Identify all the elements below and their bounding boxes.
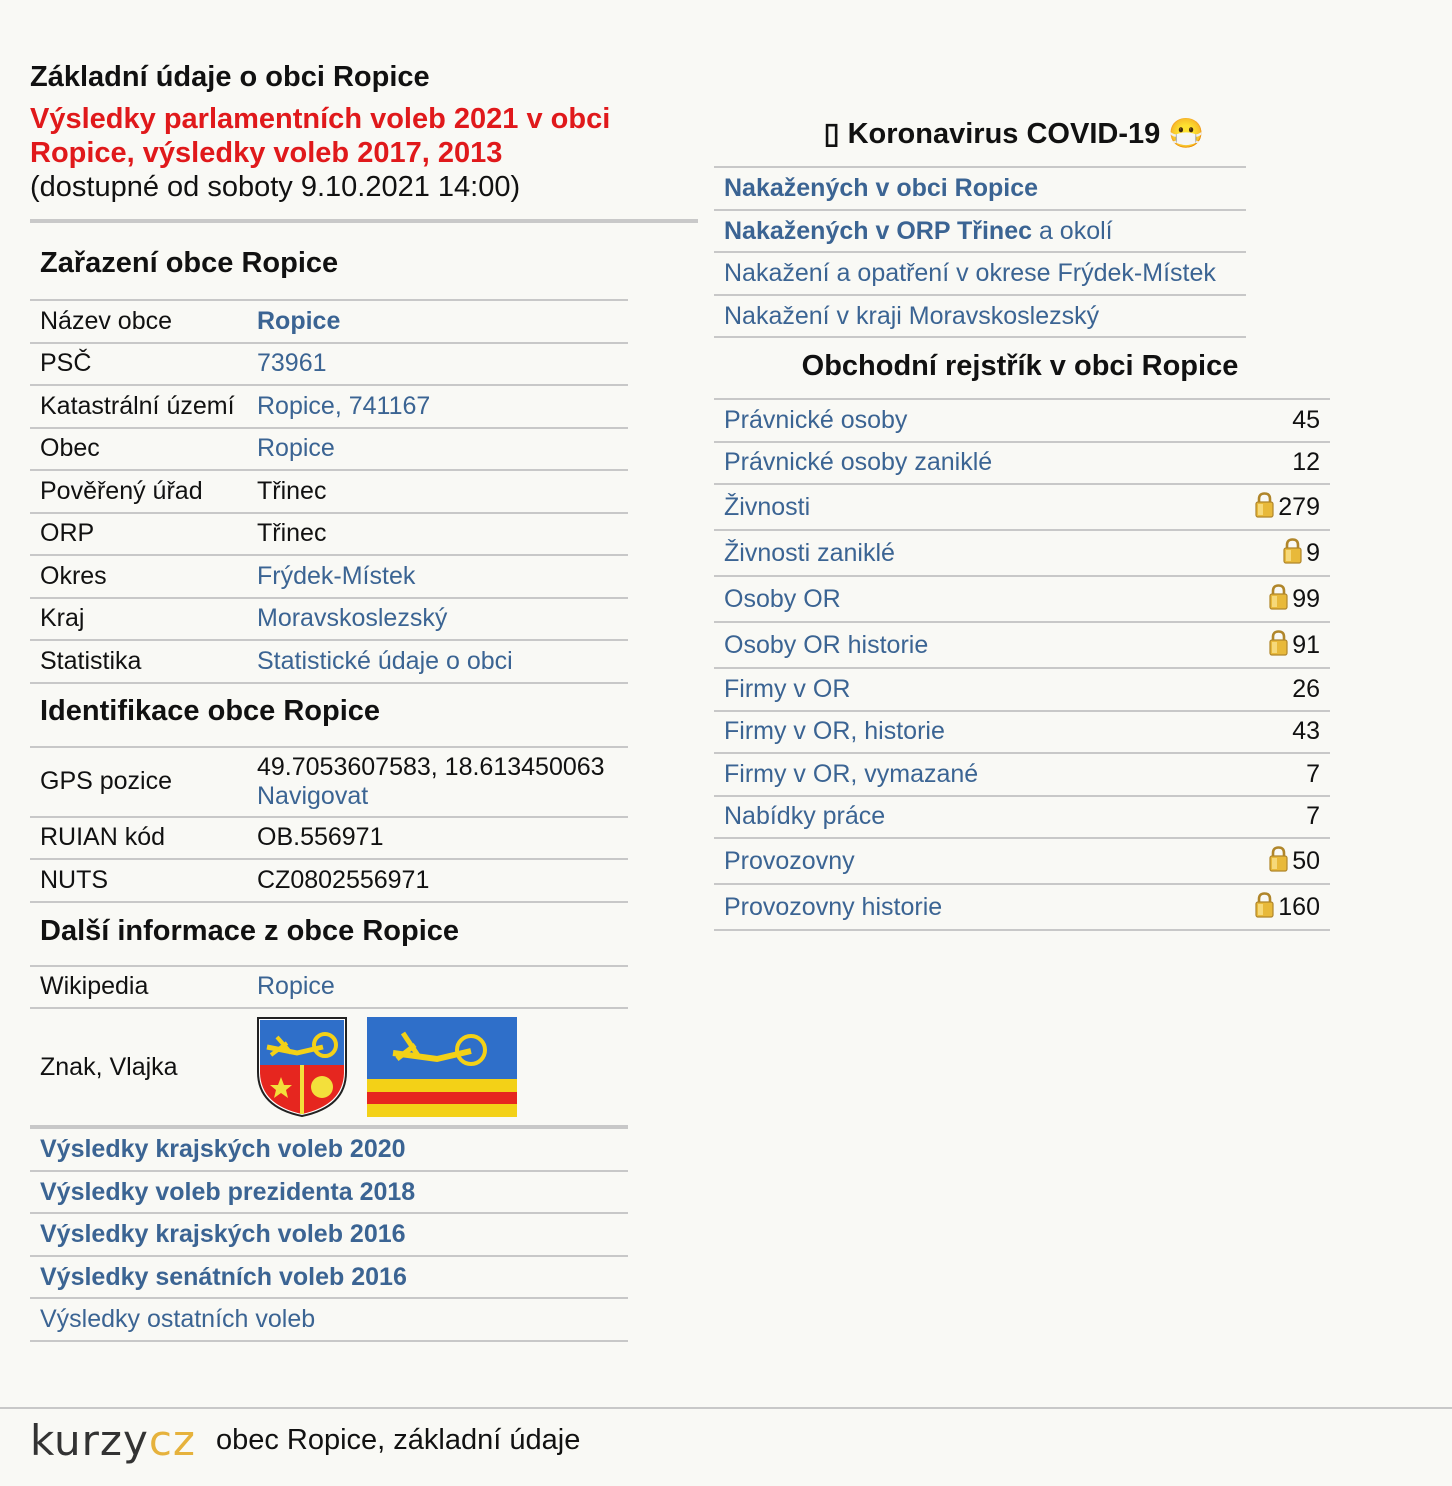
nuts-value: CZ0802556971 [247,859,628,902]
registry-count-cell [1190,884,1330,930]
registry-count-cell [1190,484,1330,530]
footer-divider [0,1407,1452,1409]
row-value-link[interactable]: Moravskoslezský [247,598,628,641]
election-results-label: Výsledky krajských voleb 2016 [40,1220,406,1248]
registry-count-cell [1190,796,1330,839]
row-label: Pověřený úřad [30,470,247,513]
row-label: Okres [30,555,247,598]
covid-link-obec-label: Nakažených v obci Ropice [724,174,1039,202]
registry-count-cell [1190,622,1330,668]
registry-count: 91 [1292,631,1320,659]
registry-count: 279 [1278,493,1320,521]
covid-link-orp-label: Nakažených v ORP Třinec [724,216,1033,245]
registry-count: 7 [1306,759,1320,788]
registry-link[interactable]: Nabídky práce [714,796,1190,839]
registry-count: 99 [1292,585,1320,613]
table-row [30,428,628,471]
table-row [30,966,628,1009]
logo-part-kurzy: kurzy [30,1415,149,1465]
row-value: Třinec [247,470,628,513]
row-label: Statistika [30,640,247,683]
election-results-link[interactable] [30,1127,628,1172]
footer-text: obec Ropice, základní údaje [215,1423,581,1456]
covid-title: ▯ Koronavirus COVID-19 😷 [823,118,1205,150]
registry-count-cell [1190,668,1330,711]
registry-link[interactable]: Provozovny historie [714,884,1190,930]
table-row [30,1008,628,1126]
row-value-link[interactable]: Ropice, 741167 [247,385,628,428]
row-value-link[interactable]: Statistické údaje o obci [247,640,628,683]
dalsi-table [30,965,628,1128]
row-label: Název obce [30,300,247,343]
election-results-link[interactable] [30,1257,628,1300]
covid-link-obec[interactable] [714,168,1246,211]
lock-icon [1255,892,1274,918]
registry-link[interactable]: Právnické osoby zaniklé [714,442,1190,485]
table-row [30,470,628,513]
left-column [30,58,698,1342]
dalsi-title: Další informace z obce Ropice [40,914,460,947]
nuts-label: NUTS [30,859,247,902]
obchodni-table [714,398,1330,931]
page-title: Základní údaje o obci Ropice [30,61,430,93]
ruian-label: RUIAN kód [30,817,247,860]
row-label: Kraj [30,598,247,641]
coat-of-arms-image[interactable] [257,1017,347,1117]
registry-link[interactable]: Provozovny [714,838,1190,884]
row-value-link[interactable]: Ropice [247,300,628,343]
wiki-label: Wikipedia [30,966,247,1009]
registry-link[interactable]: Osoby OR [714,576,1190,622]
ruian-value: OB.556971 [247,817,628,860]
row-label: PSČ [30,343,247,386]
registry-count-cell [1190,399,1330,442]
registry-count: 9 [1306,539,1320,567]
table-row [30,555,628,598]
election-results-link[interactable] [30,1172,628,1215]
registry-count-cell [1190,711,1330,754]
registry-row [714,838,1330,884]
identifikace-title: Identifikace obce Ropice [40,694,381,727]
registry-count: 7 [1306,802,1320,831]
covid-link-orp[interactable] [714,211,1246,254]
registry-row [714,753,1330,796]
registry-row [714,530,1330,576]
gps-value: 49.7053607583, 18.613450063 [257,752,605,781]
zarazeni-table [30,299,628,684]
table-row [30,640,628,683]
kurzy-logo[interactable] [30,1416,196,1465]
covid-link-kraj[interactable] [714,296,1246,339]
right-column [714,100,1330,931]
elections-availability: (dostupné od soboty 9.10.2021 14:00) [30,171,521,203]
symbols-cell [247,1008,628,1126]
registry-link[interactable]: Živnosti [714,484,1190,530]
registry-link[interactable]: Firmy v OR, historie [714,711,1190,754]
lock-icon [1269,630,1288,656]
election-results-link[interactable] [30,1299,628,1342]
row-value: Třinec [247,513,628,556]
covid-link-okres[interactable] [714,253,1246,296]
registry-count: 50 [1292,847,1320,875]
obchodni-title: Obchodní rejstřík v obci Ropice [801,350,1239,382]
election-results-label: Výsledky senátních voleb 2016 [40,1262,407,1291]
registry-count: 45 [1292,405,1320,434]
covid-link-orp-rest: a okolí [1032,216,1113,245]
covid-links [714,166,1246,338]
table-row [30,747,628,817]
table-row [30,817,628,860]
registry-count: 43 [1292,717,1320,746]
table-row [30,859,628,902]
lock-icon [1283,538,1302,564]
registry-link[interactable]: Firmy v OR, vymazané [714,753,1190,796]
registry-count: 26 [1292,674,1320,703]
row-value-link[interactable]: 73961 [247,343,628,386]
registry-link[interactable]: Osoby OR historie [714,622,1190,668]
registry-count: 160 [1278,893,1320,921]
gps-cell [247,747,628,817]
flag-image[interactable] [367,1017,517,1117]
elections-link[interactable]: Výsledky parlamentních voleb 2021 v obci Ropice, výsledky voleb 2017, 2013 [30,103,611,169]
registry-row [714,484,1330,530]
registry-row [714,711,1330,754]
registry-count-cell [1190,753,1330,796]
registry-count-cell [1190,576,1330,622]
registry-link[interactable]: Živnosti zaniklé [714,530,1190,576]
wiki-link[interactable]: Ropice [247,966,628,1009]
election-results-label: Výsledky krajských voleb 2020 [40,1135,406,1163]
row-label: ORP [30,513,247,556]
registry-count-cell [1190,530,1330,576]
registry-row [714,884,1330,930]
election-results-label: Výsledky voleb prezidenta 2018 [40,1177,416,1206]
symbols-label: Znak, Vlajka [30,1008,247,1126]
election-links [30,1127,628,1342]
table-row [30,598,628,641]
table-row [30,385,628,428]
table-row [30,513,628,556]
table-row [30,300,628,343]
registry-row [714,668,1330,711]
row-label: Obec [30,428,247,471]
registry-row [714,399,1330,442]
lock-icon [1269,584,1288,610]
table-row [30,343,628,386]
identifikace-table [30,746,628,903]
row-value-link[interactable]: Frýdek-Místek [247,555,628,598]
covid-link-kraj-label: Nakažení v kraji Moravskoslezský [724,301,1100,330]
navigate-link[interactable]: Navigovat [257,781,369,810]
row-value-link[interactable]: Ropice [247,428,628,471]
gps-label: GPS pozice [30,747,247,817]
registry-link[interactable]: Právnické osoby [714,399,1190,442]
election-results-link[interactable] [30,1214,628,1257]
registry-count: 12 [1292,448,1320,477]
logo-part-cz: cz [148,1415,196,1465]
election-results-label: Výsledky ostatních voleb [40,1305,316,1333]
row-label: Katastrální území [30,385,247,428]
registry-count-cell [1190,442,1330,485]
registry-row [714,796,1330,839]
registry-link[interactable]: Firmy v OR [714,668,1190,711]
registry-row [714,442,1330,485]
zarazeni-title: Zařazení obce Ropice [40,247,339,279]
registry-row [714,576,1330,622]
registry-row [714,622,1330,668]
lock-icon [1255,492,1274,518]
lock-icon [1269,846,1288,872]
registry-count-cell [1190,838,1330,884]
divider [30,219,698,223]
covid-link-okres-label: Nakažení a opatření v okrese Frýdek-Místek [724,259,1216,287]
footer [30,1412,580,1468]
